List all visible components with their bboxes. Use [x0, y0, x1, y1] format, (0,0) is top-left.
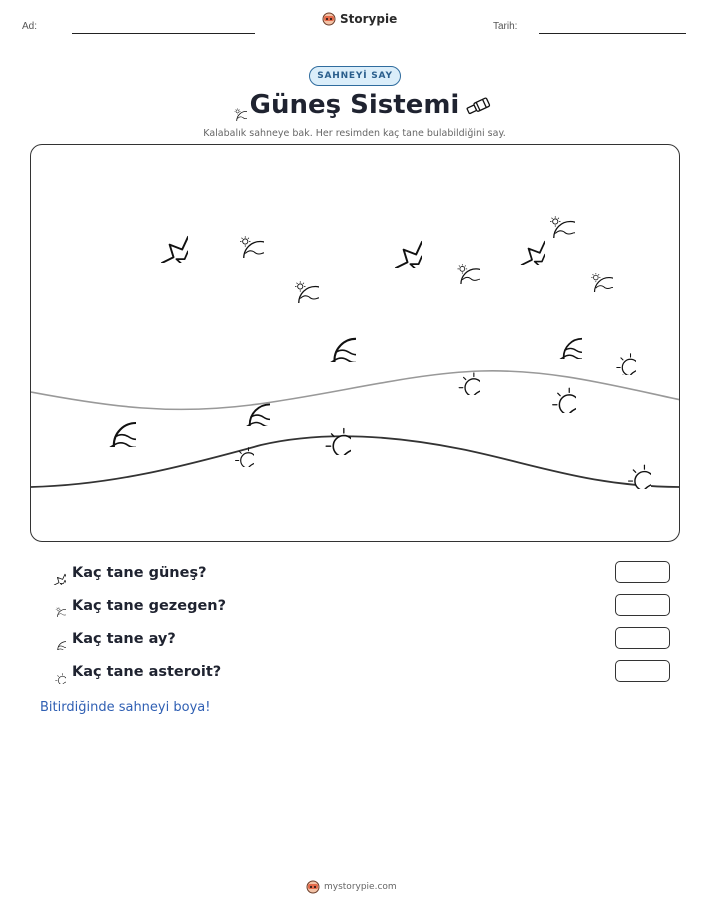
- scene-sun-drawing: [396, 242, 448, 294]
- scene-planet-drawing: [292, 281, 341, 319]
- telescope-icon: [463, 96, 495, 116]
- question-text: Kaç tane gezegen?: [72, 598, 227, 614]
- footer: [306, 880, 397, 894]
- scene-drawing: [31, 145, 680, 542]
- moon-icon: [40, 628, 66, 650]
- answer-box-moon[interactable]: [615, 627, 670, 649]
- footer-url: mystorypie.com: [324, 882, 397, 892]
- scene-planet-drawing: [588, 273, 631, 306]
- coloring-instruction: Bitirdiğinde sahneyi boya!: [40, 700, 211, 715]
- answer-box-asteroid[interactable]: [615, 660, 670, 682]
- question-text: Kaç tane ay?: [72, 631, 176, 647]
- back-hill-line: [31, 371, 680, 410]
- page-title: Güneş Sistemi: [249, 90, 460, 120]
- scene-asteroid-drawing: [551, 388, 601, 438]
- brand-name: Storypie: [340, 12, 398, 26]
- brand-logo: [322, 12, 397, 26]
- activity-badge: SAHNEYİ SAY: [309, 66, 401, 86]
- instructions-subtitle: Kalabalık sahneye bak. Her resimden kaç tane bulabildiğini say.: [203, 128, 506, 139]
- scene-moon-drawing: [104, 423, 170, 467]
- date-line[interactable]: [539, 33, 686, 34]
- question-row-planet: [40, 594, 670, 618]
- scene-moon-drawing: [555, 339, 609, 376]
- scene-asteroid-drawing: [615, 354, 656, 395]
- scene-sun-drawing: [162, 237, 214, 289]
- storypie-mascot-icon: [322, 12, 336, 26]
- scene-planet-drawing: [237, 236, 286, 274]
- counting-scene: [30, 144, 680, 542]
- scene-planet-drawing: [454, 264, 499, 299]
- scene-asteroid-drawing: [234, 448, 273, 487]
- scene-asteroid-drawing: [457, 373, 501, 417]
- date-label: Tarih:: [493, 21, 518, 32]
- question-row-moon: [40, 627, 670, 651]
- sun-icon: [40, 561, 66, 585]
- answer-box-planet[interactable]: [615, 594, 670, 616]
- scene-moon-drawing: [325, 339, 389, 382]
- scene-planet-drawing: [547, 216, 596, 254]
- question-row-sun: [40, 561, 670, 585]
- storypie-mascot-icon: [306, 880, 320, 894]
- name-line[interactable]: [72, 33, 255, 34]
- question-text: Kaç tane güneş?: [72, 565, 207, 581]
- question-text: Kaç tane asteroit?: [72, 664, 222, 680]
- question-row-asteroid: [40, 660, 670, 684]
- asteroid-icon: [40, 660, 66, 684]
- answer-box-sun[interactable]: [615, 561, 670, 583]
- planet-icon: [40, 595, 66, 617]
- scene-sun-drawing: [522, 242, 569, 289]
- name-label: Ad:: [22, 21, 38, 32]
- scene-asteroid-drawing: [627, 465, 675, 513]
